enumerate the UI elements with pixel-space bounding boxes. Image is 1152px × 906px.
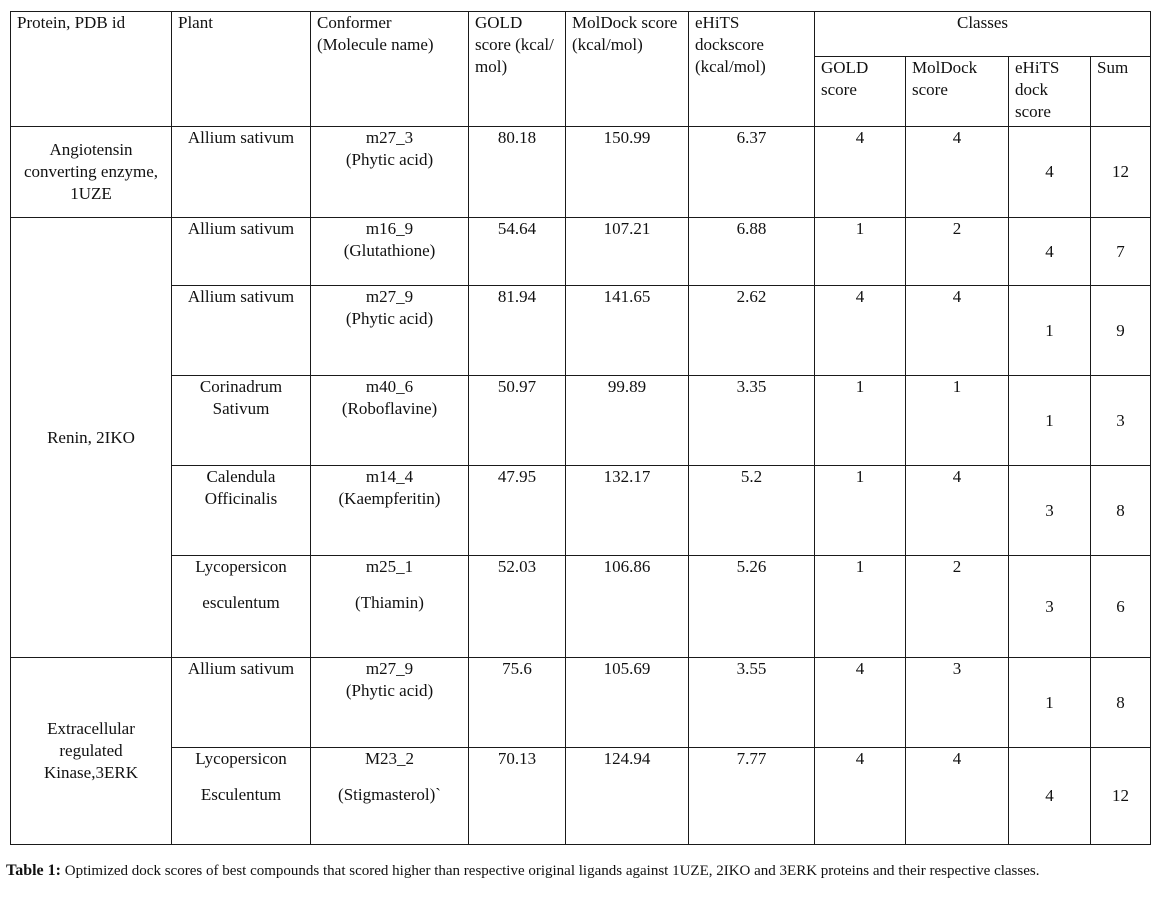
- ehits-score-cell: 3.35: [689, 376, 815, 466]
- class-gold-cell: 4: [815, 748, 906, 845]
- moldock-score-cell: 99.89: [566, 376, 689, 466]
- moldock-score-cell: 141.65: [566, 286, 689, 376]
- plant-cell: Allium sativum: [172, 286, 311, 376]
- conformer-line: (Thiamin): [355, 593, 424, 612]
- table-row: [11, 556, 1151, 658]
- class-ehits-cell: 4: [1009, 127, 1091, 218]
- plant-name: Lycopersicon: [195, 749, 287, 768]
- header-gold-score: GOLD score (kcal/ mol): [469, 12, 566, 127]
- class-ehits-cell: 1: [1009, 286, 1091, 376]
- conformer-line: m27_3: [365, 128, 414, 147]
- table-row: [11, 376, 1151, 466]
- class-moldock-cell: 4: [906, 466, 1009, 556]
- table-body: [11, 12, 1151, 845]
- table-row: [11, 286, 1151, 376]
- gold-score-cell: 80.18: [469, 127, 566, 218]
- ehits-score-cell: 2.62: [689, 286, 815, 376]
- conformer-cell: [311, 286, 469, 376]
- subheader-class-gold: GOLD score: [815, 57, 906, 127]
- conformer-line: (Phytic acid): [345, 309, 434, 328]
- class-sum-cell: 3: [1091, 376, 1151, 466]
- header-moldock-score: MolDock score (kcal/mol): [566, 12, 689, 127]
- header-ehits-score: eHiTS dockscore (kcal/mol): [689, 12, 815, 127]
- protein-cell: Angiotensin converting enzyme, 1UZE: [11, 127, 172, 218]
- moldock-score-cell: 107.21: [566, 218, 689, 286]
- subheader-class-ehits: eHiTS dock score: [1009, 57, 1091, 127]
- conformer-line: (Phytic acid): [345, 150, 434, 169]
- class-sum-cell: 7: [1091, 218, 1151, 286]
- plant-name: Lycopersicon: [195, 557, 287, 576]
- conformer-cell: [311, 466, 469, 556]
- conformer-line: (Phytic acid): [345, 681, 434, 700]
- conformer-line: (Roboflavine): [341, 399, 438, 418]
- header-conformer: Conformer (Molecule name): [311, 12, 469, 127]
- protein-cell: Renin, 2IKO: [11, 218, 172, 658]
- gold-score-cell: 81.94: [469, 286, 566, 376]
- table-row: [11, 127, 1151, 218]
- gold-score-cell: 47.95: [469, 466, 566, 556]
- class-moldock-cell: 2: [906, 218, 1009, 286]
- class-sum-cell: 6: [1091, 556, 1151, 658]
- header-row: [11, 12, 1151, 57]
- protein-cell: Extracellular regulated Kinase,3ERK: [11, 658, 172, 845]
- table-row: [11, 218, 1151, 286]
- header-plant: Plant: [172, 12, 311, 127]
- conformer-line: m16_9: [365, 219, 414, 238]
- class-ehits-cell: 4: [1009, 748, 1091, 845]
- table-caption: [6, 862, 1148, 880]
- class-gold-cell: 4: [815, 127, 906, 218]
- plant-cell: [172, 748, 311, 845]
- table-row: [11, 658, 1151, 748]
- class-gold-cell: 1: [815, 218, 906, 286]
- class-moldock-cell: 3: [906, 658, 1009, 748]
- conformer-line: m40_6: [365, 377, 414, 396]
- class-gold-cell: 1: [815, 376, 906, 466]
- conformer-cell: [311, 376, 469, 466]
- conformer-cell: [311, 658, 469, 748]
- class-gold-cell: 4: [815, 658, 906, 748]
- docking-results-table: [10, 11, 1151, 845]
- plant-cell: Allium sativum: [172, 127, 311, 218]
- conformer-line: M23_2: [364, 749, 415, 768]
- conformer-cell: [311, 127, 469, 218]
- gold-score-cell: 75.6: [469, 658, 566, 748]
- ehits-score-cell: 6.88: [689, 218, 815, 286]
- caption-label: Table 1:: [6, 862, 61, 879]
- class-ehits-cell: 4: [1009, 218, 1091, 286]
- moldock-score-cell: 150.99: [566, 127, 689, 218]
- class-ehits-cell: 3: [1009, 556, 1091, 658]
- conformer-line: m27_9: [365, 659, 414, 678]
- class-moldock-cell: 2: [906, 556, 1009, 658]
- ehits-score-cell: 5.2: [689, 466, 815, 556]
- class-sum-cell: 8: [1091, 658, 1151, 748]
- conformer-cell: [311, 218, 469, 286]
- class-sum-cell: 9: [1091, 286, 1151, 376]
- conformer-line: m25_1: [365, 557, 414, 576]
- moldock-score-cell: 106.86: [566, 556, 689, 658]
- subheader-class-moldock: MolDock score: [906, 57, 1009, 127]
- class-gold-cell: 4: [815, 286, 906, 376]
- conformer-line: (Kaempferitin): [338, 489, 441, 508]
- conformer-line: m14_4: [365, 467, 414, 486]
- plant-name: esculentum: [202, 593, 280, 612]
- class-ehits-cell: 3: [1009, 466, 1091, 556]
- moldock-score-cell: 132.17: [566, 466, 689, 556]
- class-moldock-cell: 1: [906, 376, 1009, 466]
- class-ehits-cell: 1: [1009, 376, 1091, 466]
- header-classes: Classes: [815, 12, 1151, 57]
- table-row: [11, 466, 1151, 556]
- table-row: [11, 748, 1151, 845]
- plant-cell: [172, 556, 311, 658]
- class-sum-cell: 12: [1091, 127, 1151, 218]
- class-moldock-cell: 4: [906, 286, 1009, 376]
- conformer-line: (Stigmasterol)`: [338, 785, 441, 804]
- header-protein: Protein, PDB id: [11, 12, 172, 127]
- conformer-cell: [311, 748, 469, 845]
- gold-score-cell: 54.64: [469, 218, 566, 286]
- plant-cell: Corinadrum Sativum: [172, 376, 311, 466]
- plant-cell: Calendula Officinalis: [172, 466, 311, 556]
- conformer-cell: [311, 556, 469, 658]
- plant-cell: Allium sativum: [172, 218, 311, 286]
- class-moldock-cell: 4: [906, 127, 1009, 218]
- moldock-score-cell: 124.94: [566, 748, 689, 845]
- caption-text: Optimized dock scores of best compounds that scored higher than respective original ligands against 1UZE, 2IKO and 3ERK proteins and their respective classes.: [64, 863, 1040, 879]
- class-ehits-cell: 1: [1009, 658, 1091, 748]
- gold-score-cell: 52.03: [469, 556, 566, 658]
- ehits-score-cell: 7.77: [689, 748, 815, 845]
- conformer-line: (Glutathione): [343, 241, 436, 260]
- gold-score-cell: 50.97: [469, 376, 566, 466]
- class-sum-cell: 8: [1091, 466, 1151, 556]
- class-moldock-cell: 4: [906, 748, 1009, 845]
- class-gold-cell: 1: [815, 556, 906, 658]
- subheader-class-sum: Sum: [1091, 57, 1151, 127]
- ehits-score-cell: 3.55: [689, 658, 815, 748]
- plant-name: Esculentum: [200, 785, 282, 804]
- conformer-line: m27_9: [365, 287, 414, 306]
- ehits-score-cell: 6.37: [689, 127, 815, 218]
- class-sum-cell: 12: [1091, 748, 1151, 845]
- moldock-score-cell: 105.69: [566, 658, 689, 748]
- class-gold-cell: 1: [815, 466, 906, 556]
- plant-cell: Allium sativum: [172, 658, 311, 748]
- ehits-score-cell: 5.26: [689, 556, 815, 658]
- gold-score-cell: 70.13: [469, 748, 566, 845]
